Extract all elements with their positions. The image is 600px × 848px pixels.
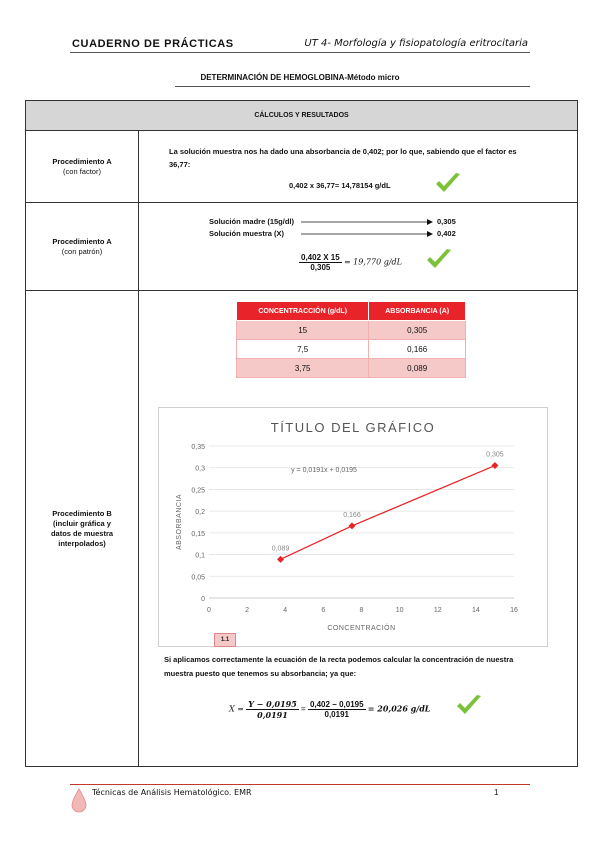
- data-label: 0,305: [486, 451, 504, 459]
- unit-title: UT 4- Morfología y fisiopatología eritrocitaria: [304, 38, 528, 49]
- absorbance-header: ABSORBANCIA (A): [369, 302, 466, 321]
- comment-badge[interactable]: 1.1: [214, 633, 236, 647]
- table-row: [237, 321, 466, 340]
- results-table: [25, 100, 578, 767]
- patron-result: = 19,770 g/dL: [343, 257, 402, 267]
- eq-frac1-numerator: Y − 0,0195: [248, 699, 297, 709]
- y-tick-label: 0,05: [191, 574, 205, 582]
- procB-content: [139, 291, 578, 767]
- subtitle-divider: [175, 86, 530, 87]
- x-tick-label: 0: [207, 607, 211, 614]
- table-row: [237, 340, 466, 359]
- notebook-title: CUADERNO DE PRÁCTICAS: [72, 38, 234, 50]
- sample-absorbance: 0,402: [437, 229, 456, 238]
- procA-patron-content: [139, 203, 578, 291]
- procA-factor-label-line2: (con factor): [63, 166, 101, 176]
- blood-drop-icon: [70, 788, 88, 814]
- sample-solution-label: Solución muestra (X): [209, 229, 285, 238]
- check-icon: [434, 171, 462, 195]
- eq-result: = 20,026 g/dL: [367, 703, 431, 714]
- x-tick-label: 10: [395, 607, 404, 614]
- x-axis-label: CONCENTRACIÓN: [327, 625, 396, 632]
- page-subtitle: DETERMINACIÓN DE HEMOGLOBINA-Método micro: [200, 73, 400, 82]
- check-icon: [425, 247, 453, 271]
- trendline-label: y = 0,0191x + 0,0195: [291, 467, 357, 474]
- x-tick-label: 6: [321, 607, 326, 614]
- procA-factor-label-line1: Procedimiento A: [52, 156, 112, 166]
- table-cell: 3,75: [237, 359, 369, 378]
- y-tick-label: 0: [201, 596, 205, 603]
- calibration-table: [236, 301, 466, 378]
- patron-formula: [299, 253, 402, 272]
- x-tick-label: 8: [359, 607, 364, 614]
- table-cell: 0,305: [369, 321, 466, 340]
- page-number: 1: [494, 788, 499, 797]
- procA-patron-label-line1: Procedimiento A: [52, 236, 112, 246]
- x-tick-label: 14: [471, 607, 480, 614]
- y-tick-label: 0,2: [195, 509, 205, 517]
- data-point: [348, 522, 355, 529]
- procA-factor-label: [26, 131, 139, 203]
- conclusion-text: Si aplicamos correctamente la ecuación de la recta podemos calcular la concentración de nuestra muestra puesto que tenemos su absorbancia; ya que:: [164, 655, 514, 678]
- procA-patron-label-line2: (con patrón): [61, 246, 103, 256]
- equation: [229, 699, 430, 720]
- eq-frac2-numerator: 0,402 − 0,0195: [309, 700, 364, 709]
- procA-factor-formula: 0,402 x 36,77= 14,78154 g/dL: [289, 181, 391, 190]
- calibration-chart: [158, 407, 548, 647]
- data-label: 0,089: [271, 545, 290, 553]
- data-label: 0,166: [343, 511, 361, 519]
- y-tick-label: 0,3: [195, 465, 205, 473]
- footer-text: Técnicas de Análisis Hematológico. EMR: [92, 788, 252, 797]
- chart-title: TÍTULO DEL GRÁFICO: [270, 420, 436, 435]
- footer-divider: [70, 784, 530, 785]
- table-cell: 15: [237, 321, 369, 340]
- x-tick-label: 12: [433, 607, 442, 614]
- procB-label: [26, 291, 139, 767]
- eq-frac1-denominator: 0,0191: [257, 710, 288, 720]
- procB-label-line4: interpolados): [58, 538, 106, 548]
- stock-solution-label: Solución madre (15g/dl): [209, 217, 295, 226]
- procB-label-line3: datos de muestra: [50, 528, 114, 538]
- stock-absorbance: 0,305: [437, 217, 456, 226]
- section-title: CÁLCULOS Y RESULTADOS: [26, 101, 578, 131]
- y-tick-label: 0,15: [191, 530, 205, 538]
- eq-lhs: X =: [229, 704, 244, 714]
- procB-label-line1: Procedimiento B: [52, 508, 112, 518]
- x-tick-label: 2: [245, 607, 250, 614]
- patron-denominator: 0,305: [310, 263, 331, 272]
- x-tick-label: 4: [283, 607, 288, 614]
- x-tick-label: 16: [510, 607, 518, 614]
- header-divider: [70, 52, 530, 53]
- table-row: [237, 359, 466, 378]
- procA-factor-text: La solución muestra nos ha dado una absorbancia de 0,402; por lo que, sabiendo que el factor es 36,77:: [169, 147, 517, 169]
- eq-frac2-denominator: 0,0191: [324, 710, 349, 719]
- arrow-icons: [299, 217, 439, 241]
- table-cell: 7,5: [237, 340, 369, 359]
- y-axis-label: ABSORBANCIA: [176, 493, 183, 551]
- procA-factor-content: [139, 131, 578, 203]
- patron-numerator: 0,402 X 15: [301, 253, 340, 262]
- procB-label-line2: (incluir gráfica y: [53, 518, 111, 528]
- table-cell: 0,166: [369, 340, 466, 359]
- eq-equals: =: [301, 704, 306, 714]
- y-tick-label: 0,35: [191, 444, 205, 451]
- y-tick-label: 0,1: [195, 552, 205, 560]
- check-icon: [455, 693, 483, 717]
- procA-patron-label: [26, 203, 139, 291]
- table-cell: 0,089: [369, 359, 466, 378]
- data-point: [277, 556, 284, 563]
- chart-canvas: [159, 408, 547, 646]
- series-line: [280, 466, 494, 560]
- y-tick-label: 0,25: [191, 487, 205, 495]
- concentration-header: CONCENTRACCIÓN (g/dL): [237, 302, 369, 321]
